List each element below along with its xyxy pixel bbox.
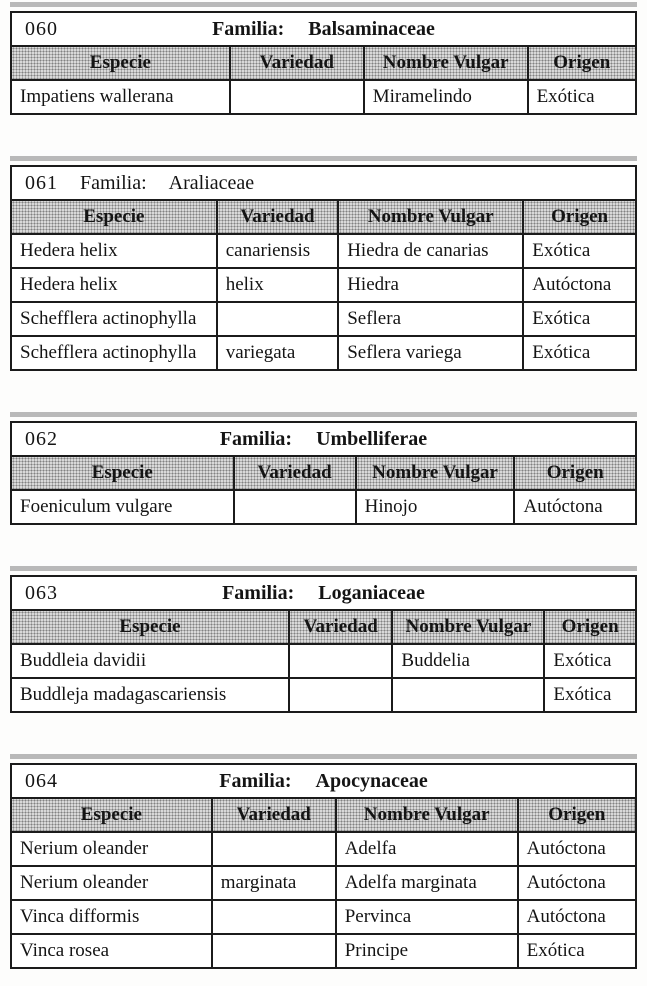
cell-especie: Impatiens wallerana	[20, 86, 174, 107]
cell-especie: Buddleja madagascariensis	[20, 684, 227, 705]
cell-origen: Exótica	[527, 81, 635, 113]
column-header-origen: Origen	[513, 457, 634, 489]
scan-artifact-line	[10, 2, 637, 7]
family-table	[10, 421, 637, 525]
cell-nombre-vulgar: Adelfa marginata	[335, 867, 517, 899]
cell-variedad	[216, 303, 337, 335]
family-title	[24, 171, 623, 196]
column-header-nombre-vulgar: Nombre Vulgar	[335, 799, 517, 831]
cell-nombre-vulgar: Miramelindo	[363, 81, 527, 113]
family-name: Umbelliferae	[316, 428, 428, 450]
family-name: Loganiaceae	[318, 582, 425, 604]
cell-variedad	[229, 81, 363, 113]
cell-origen: Autóctona	[513, 491, 634, 523]
table-header-row	[12, 799, 635, 833]
cell-variedad: variegata	[216, 337, 337, 369]
family-title	[24, 427, 623, 452]
column-header-variedad: Variedad	[211, 799, 335, 831]
cell-variedad	[233, 491, 355, 523]
cell-origen: Autóctona	[517, 867, 635, 899]
family-table-block-064	[10, 754, 637, 969]
table-row	[12, 81, 635, 113]
cell-origen: Exótica	[522, 337, 635, 369]
family-title	[24, 769, 623, 794]
column-header-nombre-vulgar: Nombre Vulgar	[391, 611, 543, 643]
table-header-row	[12, 611, 635, 645]
table-row	[12, 901, 635, 935]
table-title-row	[12, 423, 635, 457]
column-header-especie: Especie	[12, 457, 233, 489]
family-tables-list	[10, 2, 637, 969]
table-row	[12, 645, 635, 679]
table-row	[12, 491, 635, 523]
cell-especie: Schefflera actinophylla	[20, 308, 197, 329]
family-table-block-060	[10, 2, 637, 115]
table-header-row	[12, 201, 635, 235]
family-code: 062	[25, 428, 58, 450]
family-code: 060	[25, 18, 58, 40]
column-header-variedad: Variedad	[216, 201, 337, 233]
cell-especie: Nerium oleander	[20, 838, 149, 859]
column-header-origen: Origen	[527, 47, 635, 79]
family-name: Araliaceae	[168, 172, 255, 194]
family-code: 064	[25, 770, 58, 792]
table-row	[12, 679, 635, 711]
column-header-especie: Especie	[12, 47, 229, 79]
column-header-nombre-vulgar: Nombre Vulgar	[363, 47, 527, 79]
cell-variedad	[211, 901, 335, 933]
cell-nombre-vulgar	[391, 679, 543, 711]
cell-nombre-vulgar: Principe	[335, 935, 517, 967]
table-title-row	[12, 167, 635, 201]
column-header-variedad: Variedad	[288, 611, 391, 643]
table-row	[12, 867, 635, 901]
column-header-especie: Especie	[12, 201, 216, 233]
cell-especie: Schefflera actinophylla	[20, 342, 197, 363]
column-header-origen: Origen	[522, 201, 635, 233]
family-table-block-061	[10, 156, 637, 371]
table-title-row	[12, 765, 635, 799]
family-name: Apocynaceae	[315, 770, 428, 792]
cell-variedad	[288, 679, 391, 711]
cell-origen: Exótica	[517, 935, 635, 967]
cell-variedad	[211, 833, 335, 865]
family-label: Familia:	[212, 18, 285, 40]
table-row	[12, 833, 635, 867]
cell-nombre-vulgar: Adelfa	[335, 833, 517, 865]
cell-variedad: canariensis	[216, 235, 337, 267]
cell-origen: Exótica	[522, 303, 635, 335]
column-header-origen: Origen	[517, 799, 635, 831]
cell-especie: Hedera helix	[20, 240, 118, 261]
scan-artifact-line	[10, 156, 637, 161]
family-table-block-062	[10, 412, 637, 525]
table-title-row	[12, 13, 635, 47]
table-header-row	[12, 457, 635, 491]
family-table-block-063	[10, 566, 637, 713]
table-row	[12, 935, 635, 967]
cell-especie: Vinca difformis	[20, 906, 140, 927]
table-row	[12, 235, 635, 269]
cell-origen: Exótica	[522, 235, 635, 267]
cell-nombre-vulgar: Seflera variega	[337, 337, 522, 369]
cell-variedad: helix	[216, 269, 337, 301]
column-header-variedad: Variedad	[229, 47, 363, 79]
scan-artifact-line	[10, 412, 637, 417]
cell-especie: Vinca rosea	[20, 940, 110, 961]
column-header-variedad: Variedad	[233, 457, 355, 489]
cell-especie: Buddleia davidii	[20, 650, 147, 671]
cell-nombre-vulgar: Pervinca	[335, 901, 517, 933]
cell-variedad	[288, 645, 391, 677]
cell-variedad	[211, 935, 335, 967]
family-table	[10, 763, 637, 969]
cell-especie: Foeniculum vulgare	[20, 496, 173, 517]
cell-nombre-vulgar: Buddelia	[391, 645, 543, 677]
cell-nombre-vulgar: Hiedra	[337, 269, 522, 301]
family-label: Familia:	[222, 582, 295, 604]
cell-origen: Autóctona	[517, 833, 635, 865]
table-header-row	[12, 47, 635, 81]
column-header-origen: Origen	[543, 611, 635, 643]
cell-nombre-vulgar: Seflera	[337, 303, 522, 335]
cell-origen: Exótica	[543, 679, 635, 711]
family-code: 061	[25, 172, 58, 194]
cell-nombre-vulgar: Hiedra de canarias	[337, 235, 522, 267]
table-title-row	[12, 577, 635, 611]
family-label: Familia:	[80, 172, 147, 194]
column-header-especie: Especie	[12, 799, 211, 831]
scan-artifact-line	[10, 754, 637, 759]
family-table	[10, 575, 637, 713]
table-row	[12, 269, 635, 303]
family-table	[10, 165, 637, 371]
family-title	[24, 581, 623, 606]
scan-artifact-line	[10, 566, 637, 571]
column-header-nombre-vulgar: Nombre Vulgar	[355, 457, 514, 489]
table-row	[12, 337, 635, 369]
cell-origen: Autóctona	[517, 901, 635, 933]
cell-especie: Hedera helix	[20, 274, 118, 295]
family-title	[24, 17, 623, 42]
column-header-nombre-vulgar: Nombre Vulgar	[337, 201, 522, 233]
family-label: Familia:	[219, 428, 293, 450]
family-table	[10, 11, 637, 115]
cell-origen: Exótica	[543, 645, 635, 677]
family-name: Balsaminaceae	[308, 18, 435, 40]
cell-nombre-vulgar: Hinojo	[355, 491, 514, 523]
cell-especie: Nerium oleander	[20, 872, 149, 893]
family-code: 063	[25, 582, 58, 604]
table-row	[12, 303, 635, 337]
family-label: Familia:	[219, 770, 292, 792]
cell-origen: Autóctona	[522, 269, 635, 301]
column-header-especie: Especie	[12, 611, 288, 643]
cell-variedad: marginata	[211, 867, 335, 899]
